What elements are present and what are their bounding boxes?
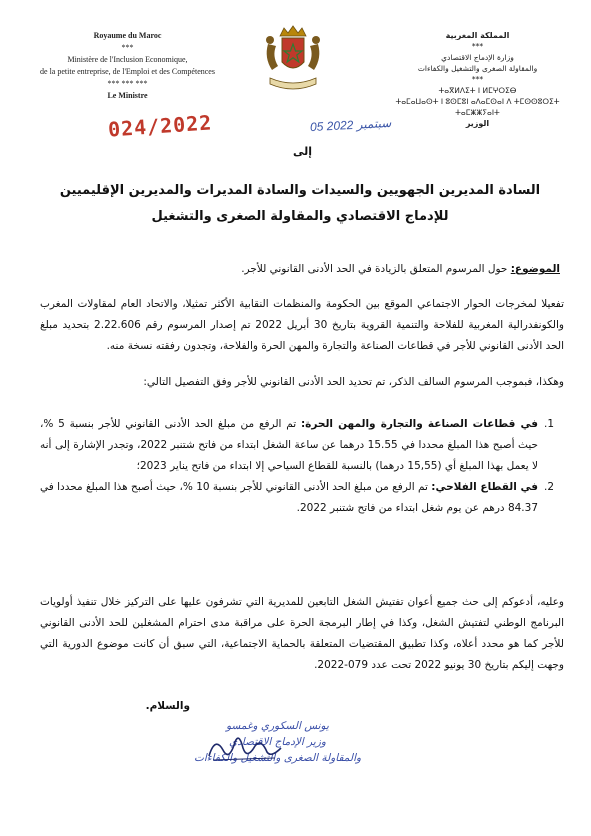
tifinagh-line2: ⵜⴰⵎⴰⵡⴰⵙⵜ ⵏ ⵓⵙⵎⵓⵏ ⴰⴷⴰⵎⵙⴰⵏ ⴷ ⵜⵎⵙⵙⵓⵔⵉⵜ ⵜⴰⵎⵥⵥⵢⴰⵏⵜ [395,97,560,117]
recipients-line2: للإدماج الاقتصادي والمقاولة الصغرى والتشغيل [151,209,449,224]
paragraph-3: وعليه، أدعوكم إلى حث جميع أعوان تفتيش الشغل التابعين للمديرية التي تشرفون عليها على التركيز خلال تنفيذ أولويات البرنامج الوطني لتفتيش الشغل، وكذا في إطار البرمجة الحرة على مراقبة مدى احترام المشغلين للحد الأدنى القانوني للأجر كما هو محدد أعلاه، وكذا تطبيق المقتضيات المتعلقة بالحماية الاجتماعية، التي سبق أن كانت موضوع الدورية التي وجهت إليكم بتاريخ 30 يونيو 2022 تحت عدد 079-2022. [40,596,564,671]
header-french [20,30,235,102]
list-item-text: تم الرفع من مبلغ الحد الأدنى القانوني للأجر بنسبة 10 %، حيث أصبح هذا المبلغ محددا في 84.37 درهم عن يوم شغل ابتداء من فاتح شتنبر 2022. [40,481,538,514]
handwritten-signature-icon [205,728,285,768]
list-item [40,477,554,519]
paragraph-2: وهكذا، فبموجب المرسوم السالف الذكر، تم تحديد الحد الأدنى القانوني للأجر وفق التفصيل التالي: [143,376,564,388]
list-item-content [40,477,538,519]
list-item [40,414,554,477]
kingdom-fr: Royaume du Maroc [93,31,162,40]
tifinagh-line1: ⵜⴰⴳⵍⴷⵉⵜ ⵏ ⵍⵎⵖⵔⵉⴱ [438,86,517,95]
signatory-name: يونس السكوري وغمسو [226,720,329,732]
subject [40,260,560,278]
subject-text: حول المرسوم المتعلق بالزيادة في الحد الأدنى القانوني للأجر. [241,263,508,275]
minister-ar: الوزير [465,119,490,128]
rates-list [40,414,554,519]
stars-ar-2: *** [471,75,484,84]
stars-ar-1: *** [471,42,484,51]
ministry-ar-line1: وزارة الإدماج الاقتصادي [441,53,514,62]
signatory-title-line2: والمقاولة الصغرى والتشغيل والكفاءات [193,752,362,764]
list-item-number: 1. [543,418,554,430]
recipients [40,178,560,230]
coat-of-arms-icon [258,22,328,94]
ministry-ar-line2: والمقاولة الصغرى والتشغيل والكفاءات [417,64,538,73]
subject-label: الموضوع: [510,263,560,275]
recipients-line1: السادة المديرين الجهويين والسيدات والسادة المديرات والمديرين الإقليميين [59,183,541,198]
addressee-label: إلى [293,145,313,158]
ministry-fr-line2: de la petite entreprise, de l'Emploi et des Compétences [40,67,215,76]
list-item-heading: في قطاعات الصناعة والتجارة والمهن الحرة: [300,418,538,430]
stars-fr-2: *** *** *** [107,79,148,88]
minister-fr: Le Ministre [107,91,148,100]
list-item-heading: في القطاع الفلاحي: [431,481,538,493]
signatory-title-line1: وزير الإدماج الاقتصادي [228,736,326,748]
reference-number: 024/2022 [107,110,214,142]
paragraph-1: تفعيلا لمخرجات الحوار الاجتماعي الموقع بين الحكومة والمنظمات النقابية الأكثر تمثيلا، والاتحاد العام لمقاولات المغرب والكونفدرالية المغربية للفلاحة والتنمية القروية بتاريخ 30 أبريل 2022 تم إصدار المرسوم رقم 2.22.606 بتحديد مبلغ الحد الأدنى القانوني للأجر في قطاعات الصناعة والتجارة والمهن الحرة والفلاحة، وتجدون رفقته نسخة منه. [40,298,564,352]
list-item-text: تم الرفع من مبلغ الحد الأدنى القانوني للأجر بنسبة 5 %، حيث أصبح هذا المبلغ محددا في 15.55 درهما عن ساعة الشغل ابتداء من فاتح شتنبر 2022، وتجدر الإشارة إلى أنه لا يعمل بهذا المبلغ أي (15,55 درهما) بالنسبة للقطاع السياحي إلا ابتداء من فاتح يناير 2023؛ [40,418,538,472]
list-item-content [40,414,538,477]
list-item-number: 2. [543,481,554,493]
ministry-fr-line1: Ministère de l'Inclusion Economique, [67,55,188,64]
date-stamp: 05 سبتمبر 2022 [309,115,392,135]
stars-fr-1: *** [121,43,134,52]
closing: والسلام. [145,700,190,712]
kingdom-ar: المملكة المغربية [445,31,510,40]
header-arabic [380,30,575,129]
